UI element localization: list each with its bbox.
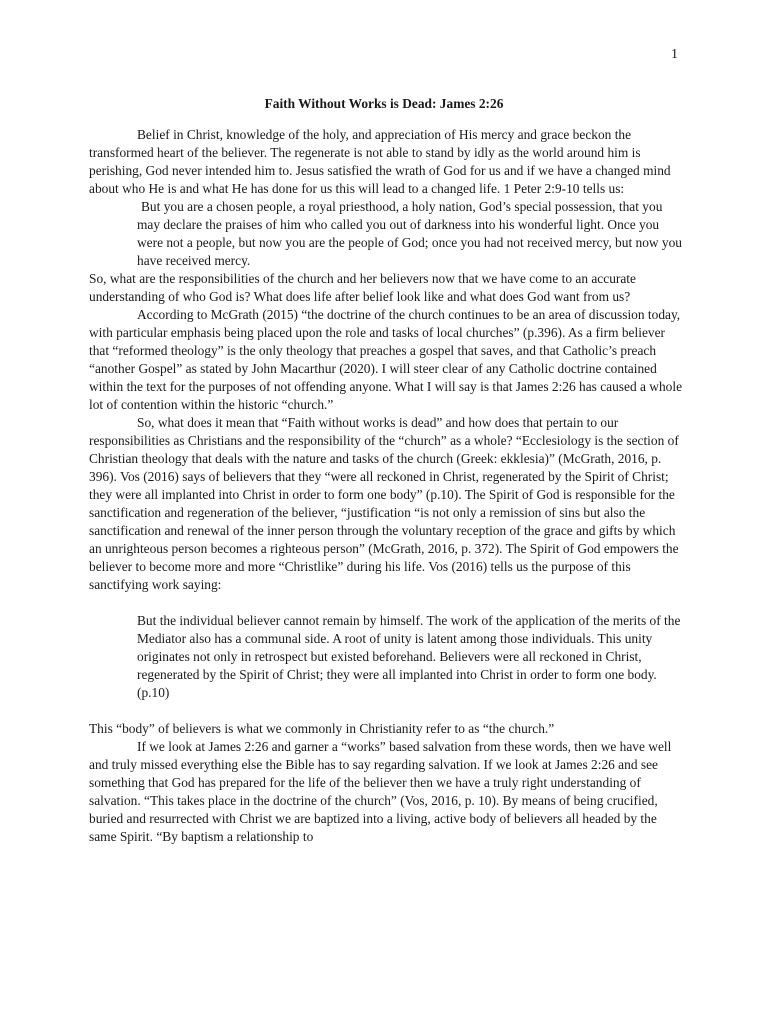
block-quote-vos: But the individual believer cannot remain by himself. The work of the application of the merits of the Mediator also has a communal side. A root of unity is latent among those individuals. This unity originates not only in retrospect but existed beforehand. Believers were all reckoned in Christ, regenerated by the Spirit of Christ; they were all implanted into Christ in order to form one body. (p.10) bbox=[137, 613, 681, 700]
paragraph-faith-without-works: So, what does it mean that “Faith without works is dead” and how does that pertain to our responsibilities as Christians and the responsibility of the “church” as a whole? “Ecclesiology is the section of Christian theology that deals with the nature and tasks of the church (Greek: ekklesia)” (McGrath, 2016, p. 396). Vos (2016) says of believers that they “were all reckoned in Christ, regenerated by the Spirit of Christ; they were all implanted into Christ in order to form one body” (p.10). The Spirit of God is responsible for the sanctification and regeneration of the believer, “justification “is not only a remission of sins but also the sanctification and renewal of the inner person through the voluntary reception of the grace and gifts by which an unrighteous person becomes a righteous person” (McGrath, 2016, p. 372). The Spirit of God empowers the believer to become more and more “Christlike” during his life. Vos (2016) tells us the purpose of this sanctifying work saying: bbox=[89, 415, 679, 592]
document-title: Faith Without Works is Dead: James 2:26 bbox=[264, 96, 504, 111]
page-number: 1 bbox=[671, 47, 678, 62]
paragraph-question: So, what are the responsibilities of the church and her believers now that we have come to an accurate understanding of who God is? What does life after belief look like and what does God want from us? bbox=[89, 271, 636, 304]
paragraph-james-2-26: If we look at James 2:26 and garner a “works” based salvation from these words, then we have well and truly missed everything else the Bible has to say regarding salvation. If we look at James 2:26 and see something that God has prepared for the life of the believer then we have a truly right understanding of salvation. “This takes place in the doctrine of the church” (Vos, 2016, p. 10). By means of being crucified, buried and resurrected with Christ we are baptized into a living, active body of believers all headed by the same Spirit. “By baptism a relationship to bbox=[89, 739, 672, 844]
paragraph-body-of-believers: This “body” of believers is what we commonly in Christianity refer to as “the church.” bbox=[89, 721, 555, 736]
paragraph-intro: Belief in Christ, knowledge of the holy, and appreciation of His mercy and grace beckon the transformed heart of the believer. The regenerate is not able to stand by idly as the world around him is perishing, God never intended him to. Jesus satisfied the wrath of God for us and if we have a changed mind about who He is and what He has done for us this will lead to a changed life. 1 Peter 2:9-10 tells us: bbox=[89, 127, 671, 196]
document-body bbox=[89, 126, 687, 846]
paragraph-mcgrath: According to McGrath (2015) “the doctrine of the church continues to be an area of discussion today, with particular emphasis being placed upon the role and tasks of local churches” (p.396). As a firm believer that “reformed theology” is the only theology that preaches a gospel that saves, and that Catholic’s preach “another Gospel” as stated by John Macarthur (2020). I will steer clear of any Catholic doctrine contained within the text for the purposes of not offending anyone. What I will say is that James 2:26 has caused a whole lot of contention within the historic “church.” bbox=[89, 307, 683, 412]
block-quote-1-peter: But you are a chosen people, a royal priesthood, a holy nation, God’s special possession, that you may declare the praises of him who called you out of darkness into his wonderful light. Once you were not a people, but now you are the people of God; once you had not received mercy, but now you have received mercy. bbox=[137, 199, 683, 268]
